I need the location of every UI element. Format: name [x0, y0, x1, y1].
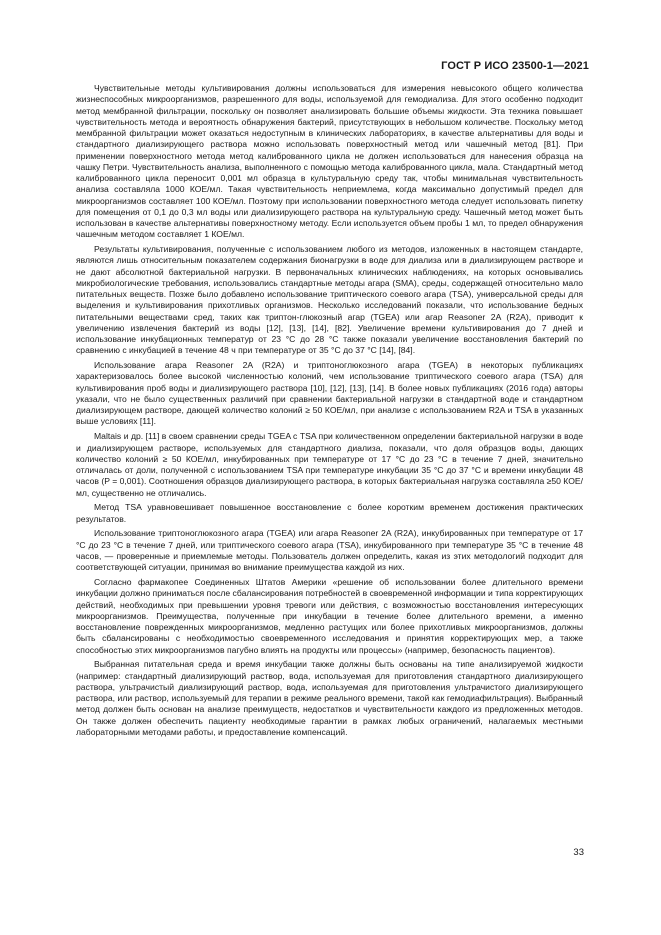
paragraph-r2a-tgea-comparison: Использование агара Reasoner 2A (R2A) и триптоноглюкозного агара (TGEA) в некоторых публикациях характеризовалось более высокой численностью колоний, чем использование триптического соевого агара (TSA) для культивирования проб воды и диализирующего раствора [10], [12], [13], [14]. В более новых публикациях (2016 года) авторы указали, что не было существенных различий при сравнении бактериальной нагрузки в стандартной воде и стандартном диализирующем растворе, дающей количество колоний ≥ 50 КОЕ/мл, при анализе с использованием R2A и TSA в указанных выше условиях [11].	[76, 360, 583, 427]
page-number: 33	[573, 847, 584, 858]
document-header: ГОСТ Р ИСО 23500-1—2021	[441, 60, 589, 72]
paragraph-usp-pharmacopeia: Согласно фармакопее Соединенных Штатов Америки «решение об использовании более длительного времени инкубации должно приниматься после сбалансирования потребностей в своевременной информации и типа корректирующих действий, необходимых при превышении уровня тревоги или действия, с возможностью восстановления интересующих микроорганизмов. Преимущества, полученные при инкубации в течение более длительного времени, а именно восстановление поврежденных микроорганизмов, медленно растущих или более прихотливых микроорганизмов, должны быть сбалансированы с необходимостью своевременного исследования и принятия корректирующих мер, а также способностью этих микроорганизмов пагубно влиять на продукты или процессы» (например, безопасность пациентов).	[76, 577, 583, 655]
paragraph-tsa-method: Метод TSA уравновешивает повышенное восстановление с более коротким временем достижения практических результатов.	[76, 502, 583, 524]
paragraph-culture-methods-sensitivity: Чувствительные методы культивирования должны использоваться для измерения невысокого общего количества жизнеспособных микроорганизмов, разрешенного для воды, используемой для гемодиализа. Для этого особенно подходит метод мембранной фильтрации, поскольку он позволяет анализировать большие объемы жидкости. Эта техника повышает чувствительность метода и вероятность обнаружения бактерий, присутствующих в небольшом количестве. Поскольку метод мембранной фильтрации может оказаться недоступным в клинических лабораториях, в качестве альтернативы для воды и стандартного диализирующего раствора можно использовать поверхностный метод или чашечный метод [81]. При применении поверхностного метода метод калиброванного цикла не должен использоваться для нанесения образца на чашку Петри. Чувствительность анализа, выполненного с помощью метода калиброванного цикла, мала. Стандартный метод калиброванного цикла переносит 0,001 мл образца в культуральную среду так, чтобы минимальная чувствительность анализа составляла 1000 КОЕ/мл. Такая чувствительность неприемлема, когда максимально допустимый предел для микроорганизмов составляет 100 КОЕ/мл. Поэтому при использовании поверхностного метода следует использовать пипетку для помещения от 0,1 до 0,3 мл воды или диализирующего раствора на культуральную среду. Чашечный метод может быть использован в качестве альтернативы поверхностному методу. Если используется объем пробы 1 мл, то предел обнаружения чашечным методом составляет 1 КОЕ/мл.	[76, 83, 583, 240]
paragraph-maltais-study: Maltais и др. [11] в своем сравнении среды TGEA с TSA при количественном определении бактериальной нагрузки в воде и диализирующем растворе, используемых для стандартного диализа, показали, что доля образцов воды, дающих количество колоний ≥ 50 КОЕ/мл, инкубированных при температуре от 17 °С до 23 °С в течение 7 дней, значительно отличалась от доли, полученной с использованием TSA при температуре инкубации 35 °С до 37 °С и времени инкубации 48 часов (P = 0,001). Соотношения образцов диализирующего раствора, в которых бактериальная нагрузка составляла ≥50 КОЕ/мл, существенно не отличались.	[76, 431, 583, 498]
document-body	[76, 83, 583, 742]
paragraph-culture-results: Результаты культивирования, полученные с использованием любого из методов, изложенных в настоящем стандарте, являются лишь относительным показателем содержания бионагрузки в воде для диализа или в диализирующем растворе и не дают абсолютной бактериальной нагрузки. В первоначальных клинических наблюдениях, на которых основывались микробиологические требования, использовались стандартные методы агара (SMA), среды, содержащей относительно мало питательных веществ. Позже было добавлено использование триптического соевого агара (TSA), универсальной среды для выделения и культивирования прихотливых организмов. Несколько исследований показали, что использование бедных питательными веществами сред, таких как триптон-глюкозный агар (TGEA) или агар Reasoner 2A (R2A), приводит к увеличению извлечения бактерий из воды [12], [13], [14], [82]. Увеличение времени культивирования до 7 дней и использование инкубационных температур от 23 °С до 28 °С также показали увеличение восстановления бактерий по сравнению с инкубацией в течение 48 ч при температуре от 35 °С до 37 °С [14], [84].	[76, 244, 583, 356]
paragraph-validated-methods: Использование триптоноглюкозного агара (TGEA) или агара Reasoner 2A (R2A), инкубированных при температуре от 17 °С до 23 °С в течение 7 дней, или триптического соевого агара (TSA), инкубированного при температуре 35 °С в течение 48 часов, — проверенные и приемлемые методы. Пользователь должен определить, какая из этих методологий подходит для соответствующей ситуации, принимая во внимание преимущества каждой из них.	[76, 528, 583, 573]
paragraph-medium-selection: Выбранная питательная среда и время инкубации также должны быть основаны на типе анализируемой жидкости (например: стандартный диализирующий раствор, вода, используемая для приготовления стандартного диализирующего раствора, ультрачистый диализирующий раствор, вода, используемая для приготовления ультрачистого диализирующего раствора, или раствор, используемый для терапии в режиме реального времени, такой как гемодиафильтрация). Выбранный метод должен быть основан на анализе преимуществ, недостатков и чувствительности каждого из предложенных методов. Он также должен обеспечить пациенту необходимые гарантии в рамках любых ограничений, налагаемых местными лабораторными методами работы, и предоставление компенсаций.	[76, 659, 583, 737]
